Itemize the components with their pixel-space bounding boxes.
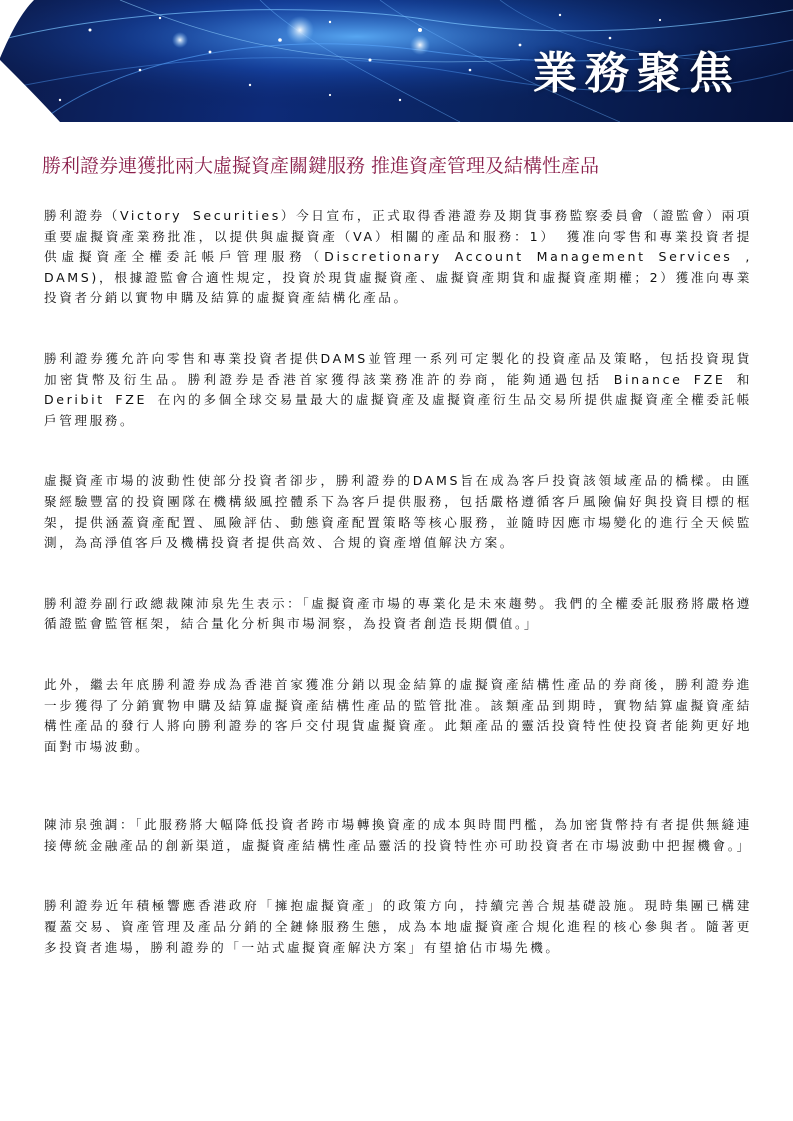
article-headline: 勝利證券連獲批兩大虛擬資產關鍵服務 推進資產管理及結構性產品 bbox=[42, 155, 600, 177]
article-paragraph: 勝利證券（Victory Securities）今日宣布，正式取得香港證券及期貨事務監察委員會（證監會）兩項重要虛擬資產業務批准，以提供與虛擬資產（VA）相關的產品和服務：1） 獲准向零售和專業投資者提供虛擬資產全權委託帳戶管理服務（Discretionary Account Management Services , DAMS)，根據證監會合適性規定，投資於現貨虛擬資產、虛擬資產期貨和虛擬資產期權；2）獲准向專業投資者分銷以實物申購及結算的虛擬資產結構化產品。 bbox=[44, 208, 752, 306]
article-paragraph: 此外，繼去年底勝利證券成為香港首家獲准分銷以現金結算的虛擬資產結構性產品的券商後，勝利證券進一步獲得了分銷實物申購及結算虛擬資產結構性產品的監管批准。該類產品到期時，實物結算虛擬資產結構性產品的發行人將向勝利證券的客戶交付現貨虛擬資產。此類產品的靈活投資特性使投資者能夠更好地面對市場波動。 bbox=[44, 676, 752, 754]
header-banner bbox=[0, 0, 793, 122]
section-title: 業務聚焦 bbox=[533, 48, 741, 99]
article-paragraph: 虛擬資產市場的波動性使部分投資者卻步，勝利證券的DAMS旨在成為客戶投資該領域產品的橋樑。由匯聚經驗豐富的投資團隊在機構級風控體系下為客戶提供服務，包括嚴格遵循客戶風險偏好與投資目標的框架，提供涵蓋資產配置、風險評估、動態資產配置策略等核心服務，並隨時因應市場變化的進行全天候監測，為高淨值客戶及機構投資者提供高效、合規的資產增值解決方案。 bbox=[44, 473, 752, 551]
article-paragraph: 陳沛泉強調：「此服務將大幅降低投資者跨市場轉換資產的成本與時間門檻，為加密貨幣持有者提供無縫連接傳統金融產品的創新渠道，虛擬資產結構性產品靈活的投資特性亦可助投資者在市場波動中把握機會。」 bbox=[44, 817, 752, 853]
article-paragraph: 勝利證券副行政總裁陳沛泉先生表示：「虛擬資產市場的專業化是未來趨勢。我們的全權委託服務將嚴格遵循證監會監管框架，結合量化分析與市場洞察，為投資者創造長期價值。」 bbox=[44, 595, 752, 632]
article-paragraph: 勝利證券近年積極響應香港政府「擁抱虛擬資產」的政策方向，持續完善合規基礎設施。現時集團已構建覆蓋交易、資產管理及產品分銷的全鏈條服務生態，成為本地虛擬資產合規化進程的核心參與者。隨著更多投資者進場，勝利證券的「一站式虛擬資產解決方案」有望搶佔市場先機。 bbox=[44, 898, 752, 955]
article-body bbox=[44, 206, 752, 958]
article-paragraph: 勝利證券獲允許向零售和專業投資者提供DAMS並管理一系列可定製化的投資產品及策略，包括投資現貨加密貨幣及衍生品。勝利證券是香港首家獲得該業務准許的券商，能夠通過包括 Binance FZE 和 Deribit FZE 在內的多個全球交易量最大的虛擬資產及虛擬資產衍生品交易所提供虛擬資產全權委託帳戶管理服務。 bbox=[44, 350, 752, 428]
